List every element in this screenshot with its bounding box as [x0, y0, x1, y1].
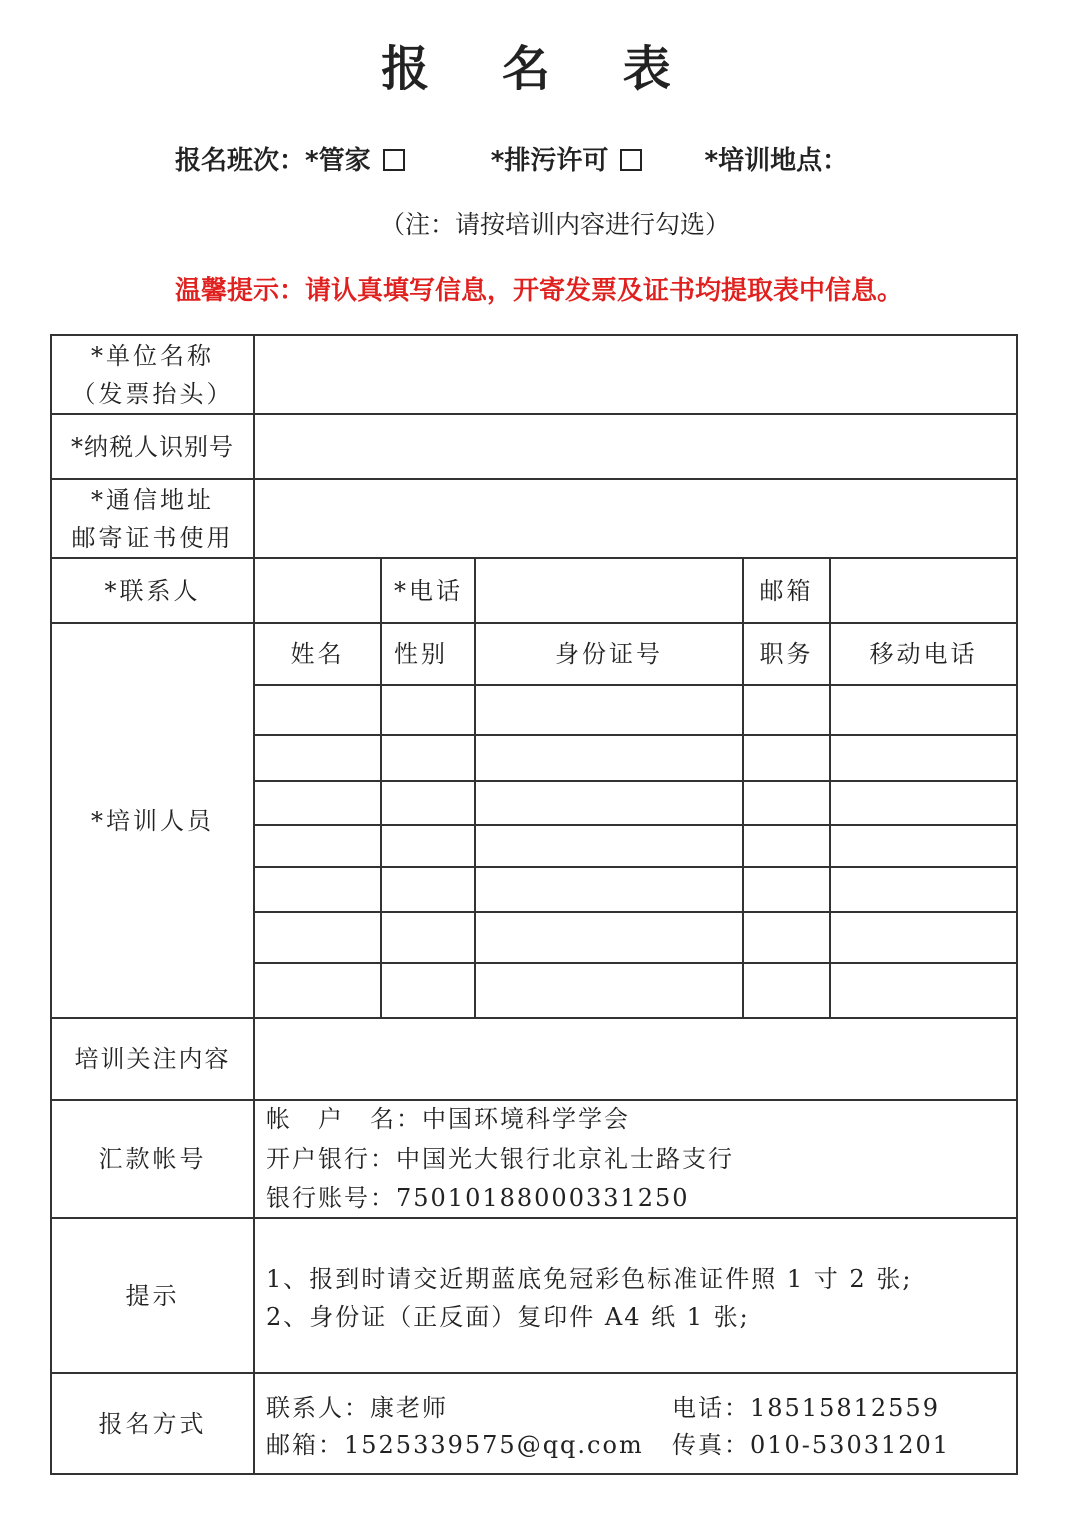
option-permit-checkbox[interactable] — [620, 149, 642, 171]
row-divider — [253, 684, 1018, 686]
address-field[interactable] — [255, 480, 1016, 557]
address-text: *通信地址 — [91, 485, 214, 514]
phone-label: *电话 — [394, 576, 463, 605]
hint-label: 提示 — [125, 1281, 180, 1310]
column-divider — [380, 557, 382, 1019]
email-field[interactable] — [831, 559, 1016, 622]
hint-item: 2、身份证（正反面）复印件 A4 纸 1 张; — [266, 1303, 750, 1331]
training-focus-label: 培训关注内容 — [74, 1045, 231, 1073]
table-border-bottom — [50, 1473, 1018, 1475]
address-label — [52, 480, 253, 557]
trainees-label: *培训人员 — [91, 806, 214, 835]
column-header-gender: 性别 — [394, 640, 448, 668]
bank-account-number: 银行账号：75010188000331250 — [266, 1184, 690, 1212]
row-divider — [253, 780, 1018, 782]
phone-field[interactable] — [476, 559, 742, 622]
company-name-label — [52, 336, 253, 413]
remittance-label: 汇款帐号 — [98, 1145, 207, 1173]
training-focus-field[interactable] — [255, 1019, 1016, 1099]
hint-item: 1、报到时请交近期蓝底免冠彩色标准证件照 1 寸 2 张; — [266, 1265, 913, 1293]
account-name: 帐 户 名：中国环境科学学会 — [266, 1105, 630, 1133]
address-note-text: 邮寄证书使用 — [71, 523, 234, 552]
class-label: 报名班次： — [175, 146, 306, 176]
contact-field[interactable] — [255, 559, 380, 622]
email-label: 邮箱 — [759, 576, 814, 605]
tax-id-field[interactable] — [255, 415, 1016, 478]
option-housekeeper-label: *管家 — [305, 146, 371, 176]
bank-name: 开户银行：中国光大银行北京礼士路支行 — [266, 1145, 734, 1173]
table-border-right — [1016, 334, 1018, 1475]
selection-note: （注：请按培训内容进行勾选） — [380, 210, 731, 239]
column-header-position: 职务 — [759, 640, 814, 668]
column-header-id-number: 身份证号 — [555, 640, 663, 668]
column-header-mobile: 移动电话 — [869, 640, 978, 668]
training-location-label: *培训地点： — [704, 146, 849, 176]
row-divider — [253, 911, 1018, 913]
signup-email: 邮箱：1525339575@qq.com — [266, 1431, 644, 1459]
column-header-name: 姓名 — [290, 640, 345, 668]
invoice-header-text: （发票抬头） — [71, 379, 234, 408]
tax-id-label: *纳税人识别号 — [71, 432, 234, 461]
contact-label: *联系人 — [104, 576, 201, 605]
option-housekeeper-checkbox[interactable] — [383, 149, 405, 171]
row-divider — [253, 734, 1018, 736]
signup-fax: 传真：010-53031201 — [672, 1431, 951, 1459]
company-name-field[interactable] — [255, 336, 1016, 413]
signup-phone: 电话：18515812559 — [672, 1394, 940, 1422]
company-name-text: *单位名称 — [91, 341, 214, 370]
row-divider — [253, 824, 1018, 826]
class-selection-line — [175, 140, 848, 177]
reminder-tip: 温馨提示：请认真填写信息，开寄发票及证书均提取表中信息。 — [175, 276, 904, 306]
signup-method-label: 报名方式 — [98, 1409, 207, 1438]
option-permit-label: *排污许可 — [490, 146, 609, 176]
row-divider — [253, 866, 1018, 868]
signup-contact: 联系人：康老师 — [266, 1394, 448, 1422]
row-divider — [253, 962, 1018, 964]
form-title: 报 名 表 — [381, 41, 699, 97]
